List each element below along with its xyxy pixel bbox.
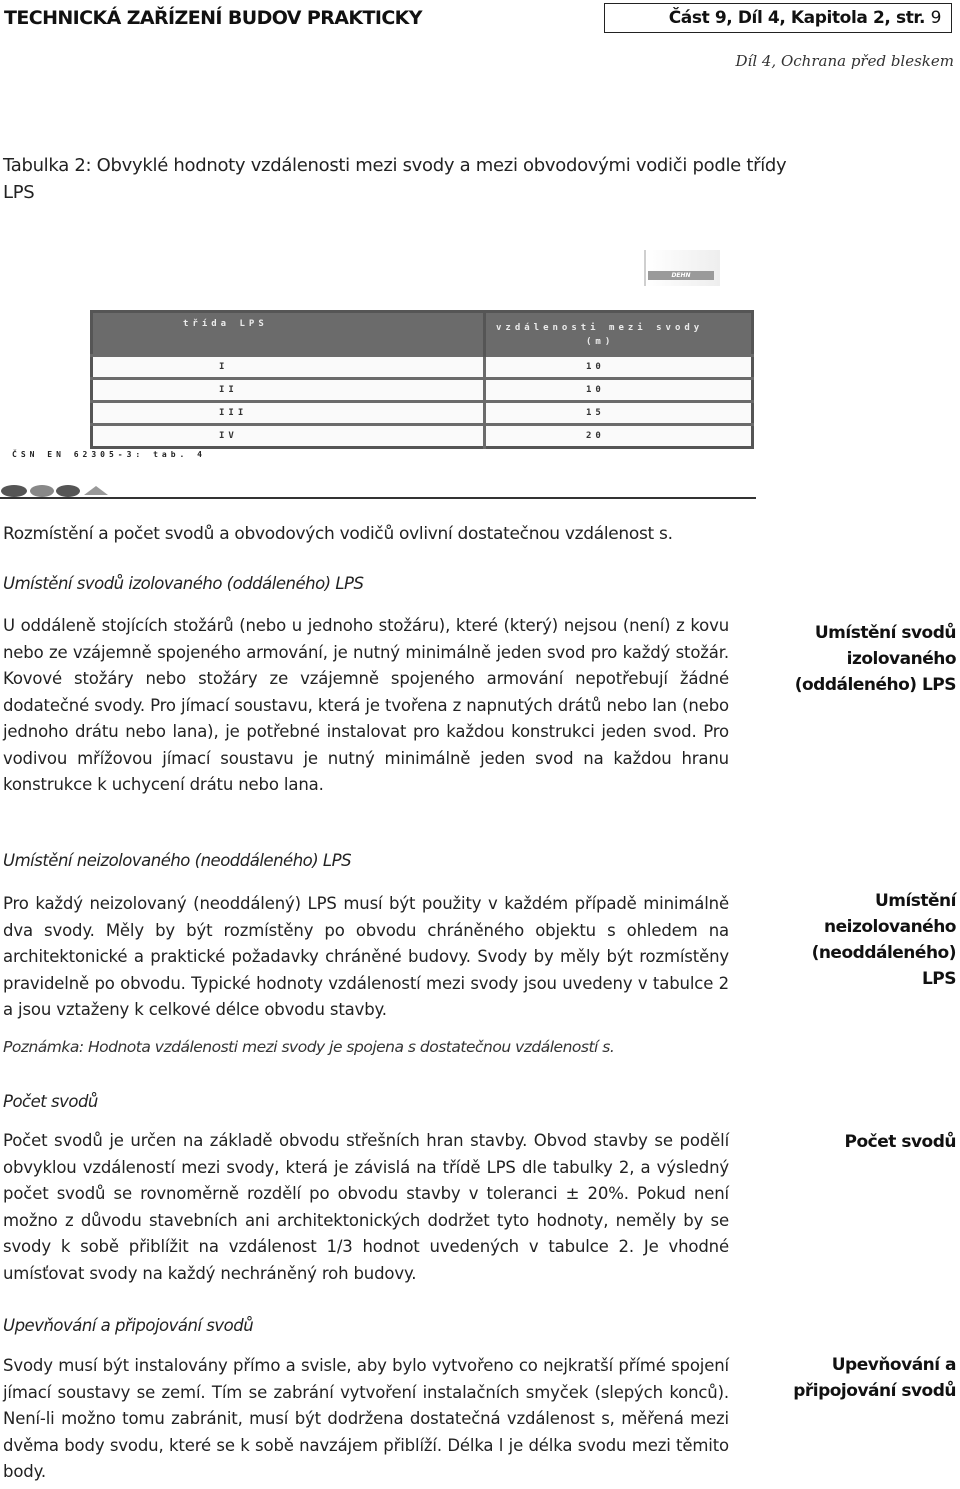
table-row [92,425,753,448]
header-subtitle: Díl 4, Ochrana před bleskem [735,52,954,70]
margin-heading-count: Počet svodů [844,1132,956,1152]
margin-heading-isolated: Umístění svodů izolovaného (oddáleného) LPS [794,623,956,695]
section-text-fixing: Svody musí být instalovány přímo a svisle, aby bylo vytvořeno co nejkratší přímé spojení jímací soustavy se zemí. Tím se zabrání vytvoření instalačních smyček (slepých konců). Není-li možno tomu zabránit, musí být dodržena dostatečná vzdálenost s, měřená mezi dvěma body svodu, které se k sobě navzájem přiblíží. Délka l je délka svodu mezi těmito body. [3,1356,729,1481]
logo-panel [644,250,720,286]
footer-logos-icon [0,483,120,497]
table-figure [0,240,960,505]
running-header-title: TECHNICKÁ ZAŘÍZENÍ BUDOV PRAKTICKY [4,7,422,29]
table-row [92,356,753,379]
running-header-location [604,3,952,33]
margin-heading-non-isolated: Umístění neizolovaného (neoddáleného) LPS [811,891,956,989]
intro-paragraph: Rozmístění a počet svodů a obvodových vodičů ovlivní dostatečnou vzdálenost s. [3,524,673,544]
section-heading-non-isolated: Umístění neizolovaného (neoddáleného) LPS [3,851,352,870]
header-part: Část 9, Díl 4, Kapitola 2, str. [668,8,926,28]
col-header-distance-unit: (m) [586,336,615,347]
cell-distance: 20 [485,425,753,448]
cell-distance: 15 [485,402,753,425]
cell-distance: 10 [485,379,753,402]
cell-class: III [92,402,485,425]
section-note: Poznámka: Hodnota vzdálenosti mezi svody je spojena s dostatečnou vzdáleností s. [3,1038,615,1056]
dehn-logo: DEHN [648,271,714,280]
section-heading-fixing: Upevňování a připojování svodů [3,1316,254,1335]
cell-distance: 10 [485,356,753,379]
table-caption: Tabulka 2: Obvyklé hodnoty vzdálenosti mezi svody a mezi obvodovými vodiči podle třídy LPS [3,155,787,203]
margin-heading-fixing: Upevňování a připojování svodů [793,1355,956,1401]
figure-source: ČSN EN 62305-3: tab. 4 [12,450,206,459]
col-header-distance [485,312,753,356]
section-heading-count: Počet svodů [3,1092,98,1111]
table-row [92,379,753,402]
section-text-non-isolated: Pro každý neizolovaný (neoddálený) LPS musí být použity v každém případě minimálně dva svody. Měly by být rozmístěny po obvodu chráněného objektu s ohledem na architektonické a praktické požadavky chráněné budovy. Svody by měly být rozmístěny pravidelně po obvodu. Typické hodnoty vzdáleností mezi svody jsou uvedeny v tabulce 2 a jsou vztaženy k celkové délce obvodu stavby. [3,894,729,1019]
cell-class: IV [92,425,485,448]
cell-class: I [92,356,485,379]
section-text-isolated: U oddáleně stojících stožárů (nebo u jednoho stožáru), které (který) nejsou (není) z kovu nebo ze vzájemně spojeného armování, je nutný minimálně jeden svod pro každý stožár. Kovové stožáry nebo stožáry ze vzájemně spojeného armování nepotřebují žádné dodatečné svody. Pro jímací soustavu, která je tvořena z napnutých drátů nebo lan (nebo jednoho drátu nebo lana), je potřebné instalovat pro každou konstrukci jeden svod. Pro vodivou mřížovou jímací soustavu je nutný minimálně jeden svod na každou hranu konstrukce k uchycení drátu nebo lana. [3,616,729,794]
table-header-row [92,312,753,356]
col-header-distance-label: vzdálenosti mezi svody [496,322,704,333]
figure-footer-strip [0,483,756,499]
table-row [92,402,753,425]
distance-table [90,310,754,449]
section-text-count: Počet svodů je určen na základě obvodu střešních hran stavby. Obvod stavby se podělí obvyklou vzdáleností mezi svody, která je závislá na třídě LPS dle tabulky 2, a výsledný počet svodů se rovnoměrně rozdělí po obvodu stavby v toleranci ± 20%. Pokud není možno z důvodu stavebních ani architektonických dodržet tyto hodnoty, neměly by se svody k sobě přiblížit na vzdálenost 1/3 hodnot uvedených v tabulce 2. Je vhodné umísťovat svody na každý nechráněný roh budovy. [3,1131,729,1283]
col-header-class: třída LPS [92,312,485,356]
cell-class: II [92,379,485,402]
header-page-number: 9 [930,8,941,28]
section-heading-isolated: Umístění svodů izolovaného (oddáleného) LPS [3,574,364,593]
